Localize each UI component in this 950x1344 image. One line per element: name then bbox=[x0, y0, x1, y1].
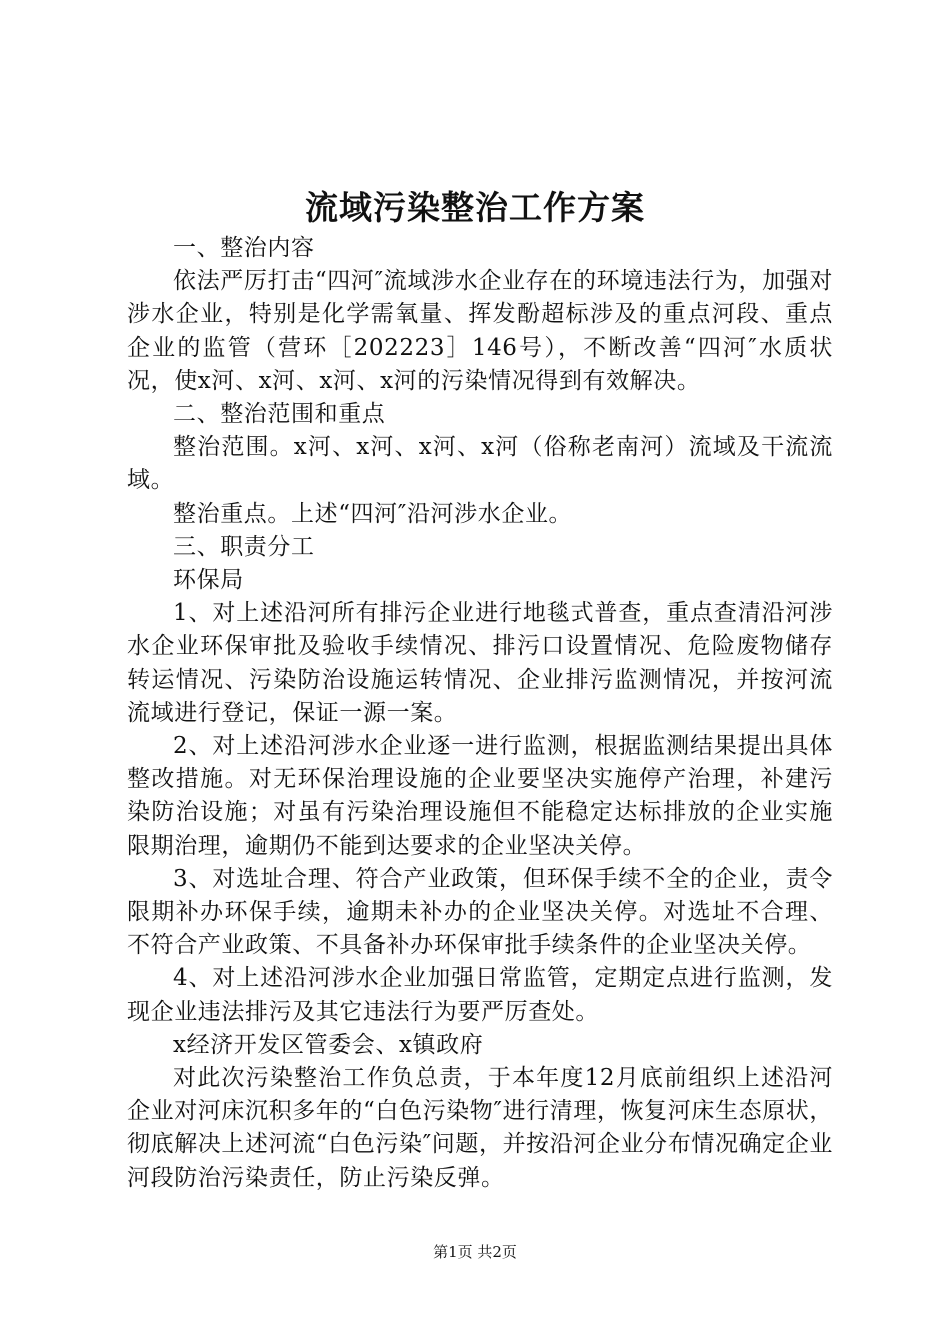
paragraph: 3、对选址合理、符合产业政策，但环保手续不全的企业，责令限期补办环保手续，逾期未补办的企业坚决关停。对选址不合理、不符合产业政策、不具备补办环保审批手续条件的企业坚决关停。 bbox=[127, 865, 833, 959]
subheading: 环保局 bbox=[173, 567, 244, 594]
document-title: 流域污染整治工作方案 bbox=[305, 188, 645, 227]
paragraph: 对此次污染整治工作负总责，于本年度12月底前组织上述沿河企业对河床沉积多年的“白色污染物″进行清理，恢复河床生态原状，彻底解决上述河流“白色污染″问题，并按沿河企业分布情况确定企业河段防治污染责任，防止污染反弹。 bbox=[127, 1065, 833, 1191]
subheading: x经济开发区管委会、x镇政府 bbox=[173, 1031, 484, 1058]
paragraph: 整治范围。x河、x河、x河、x河（俗称老南河）流域及干流流域。 bbox=[127, 434, 833, 494]
section-heading: 一、整治内容 bbox=[173, 235, 315, 261]
paragraph: 2、对上述沿河涉水企业逐一进行监测，根据监测结果提出具体整改措施。对无环保治理设施的企业要坚决实施停产治理，补建污染防治设施；对虽有污染治理设施但不能稳定达标排放的企业实施限期治理，逾期仍不能到达要求的企业坚决关停。 bbox=[127, 733, 833, 859]
paragraph: 整治重点。上述“四河″沿河涉水企业。 bbox=[173, 500, 573, 527]
section-heading: 二、整治范围和重点 bbox=[173, 401, 386, 428]
document-body bbox=[127, 232, 833, 1195]
paragraph: 4、对上述沿河涉水企业加强日常监管，定期定点进行监测，发现企业违法排污及其它违法行为要严厉查处。 bbox=[127, 965, 833, 1025]
page-footer: 第1页 共2页 bbox=[433, 1243, 517, 1261]
paragraph: 1、对上述沿河所有排污企业进行地毯式普查，重点查清沿河涉水企业环保审批及验收手续情况、排污口设置情况、危险废物储存转运情况、污染防治设施运转情况、企业排污监测情况，并按河流流域进行登记，保证一源一案。 bbox=[127, 600, 833, 726]
section-heading: 三、职责分工 bbox=[173, 533, 315, 560]
paragraph: 依法严厉打击“四河″流域涉水企业存在的环境违法行为，加强对涉水企业，特别是化学需氧量、挥发酚超标涉及的重点河段、重点企业的监管（营环［202223］146号），不断改善“四河″水质状况，使x河、x河、x河、x河的污染情况得到有效解决。 bbox=[127, 268, 833, 394]
